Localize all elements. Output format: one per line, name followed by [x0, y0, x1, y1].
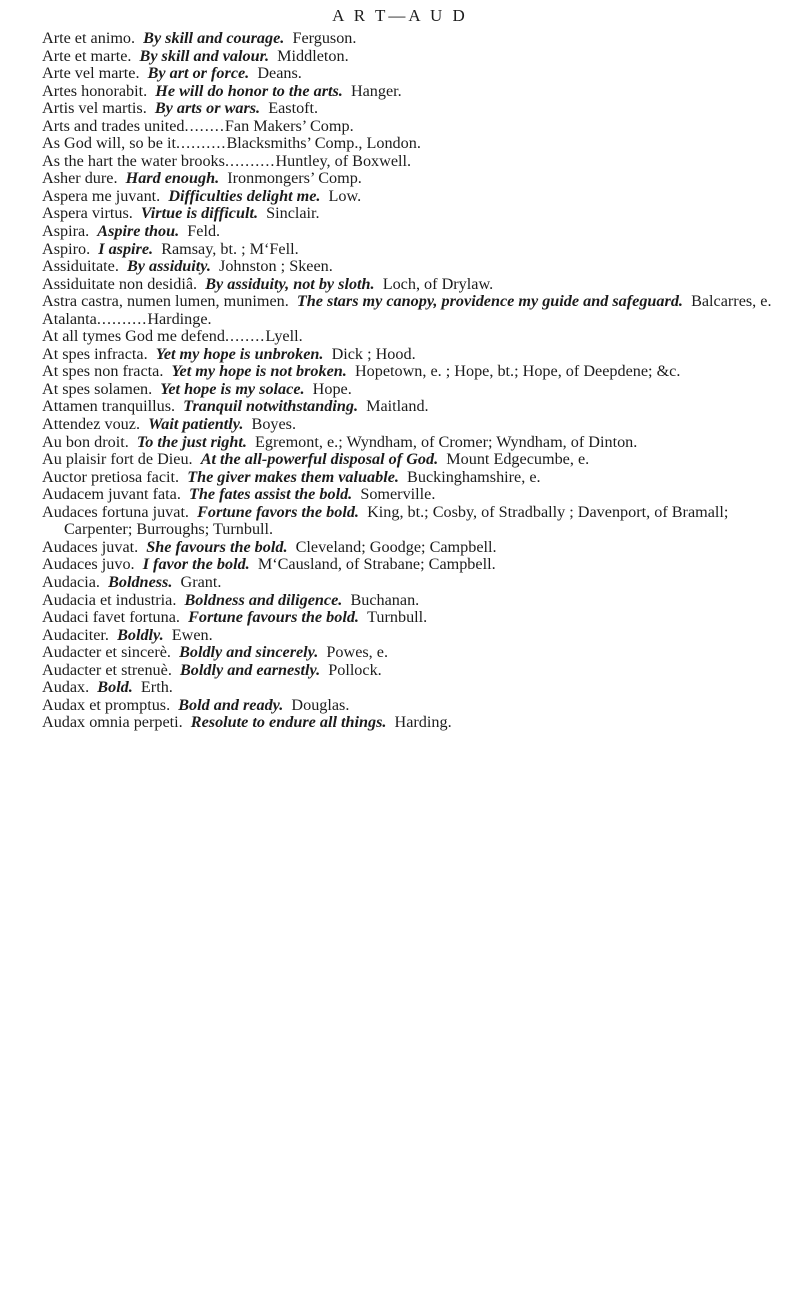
- motto-entry: [42, 100, 772, 118]
- motto-translation: By assiduity.: [126, 257, 211, 276]
- motto-translation: Resolute to endure all things.: [190, 713, 387, 732]
- motto-entry: [42, 30, 772, 48]
- motto-owners: Buckinghamshire, e.: [407, 467, 541, 486]
- motto-translation: She favours the bold.: [146, 537, 288, 556]
- motto-translation: Bold.: [97, 678, 133, 697]
- motto-entry: [42, 592, 772, 610]
- motto-entry: [42, 241, 772, 259]
- motto-owners: Feld.: [187, 222, 221, 241]
- motto-entry: [42, 609, 772, 627]
- motto-owners: Buchanan.: [350, 590, 420, 609]
- motto-latin: Au bon droit.: [42, 432, 129, 451]
- motto-owners: Sinclair.: [266, 204, 320, 223]
- motto-latin: At spes non fracta.: [42, 362, 164, 381]
- leader-dots: ........: [184, 116, 225, 135]
- motto-translation: To the just right.: [136, 432, 247, 451]
- motto-entry: [42, 293, 772, 311]
- motto-latin: Attamen tranquillus.: [42, 397, 176, 416]
- motto-owners: Ferguson.: [292, 29, 357, 47]
- motto-entry: [42, 205, 772, 223]
- motto-owners: Hope.: [312, 379, 352, 398]
- motto-entry: [42, 65, 772, 83]
- motto-translation: At the all-powerful disposal of God.: [200, 450, 439, 469]
- motto-translation: Bold and ready.: [178, 695, 284, 714]
- motto-owners: Boyes.: [251, 415, 297, 434]
- motto-latin: Audaces fortuna juvat.: [42, 502, 189, 521]
- motto-latin: Audacem juvant fata.: [42, 485, 181, 504]
- motto-translation: By arts or wars.: [154, 99, 261, 118]
- motto-entry: [42, 135, 772, 153]
- motto-owners: Blacksmiths’ Comp., London.: [226, 134, 421, 153]
- motto-translation: By skill and valour.: [139, 46, 270, 65]
- motto-entry: [42, 311, 772, 329]
- motto-owners: Turnbull.: [367, 608, 428, 627]
- motto-latin: As the hart the water brooks: [42, 151, 225, 170]
- motto-entry: [42, 679, 772, 697]
- motto-owners: Huntley, of Boxwell.: [275, 151, 412, 170]
- motto-entry: [42, 469, 772, 487]
- motto-translation: Aspire thou.: [97, 222, 180, 241]
- motto-latin: Audaci favet fortuna.: [42, 608, 180, 627]
- motto-owners: Dick ; Hood.: [331, 344, 416, 363]
- motto-owners: Powes, e.: [326, 643, 389, 662]
- motto-entry: [42, 451, 772, 469]
- motto-owners: Loch, of Drylaw.: [382, 274, 494, 293]
- motto-entry: [42, 153, 772, 171]
- motto-entry: [42, 48, 772, 66]
- motto-translation: I favor the bold.: [142, 555, 250, 574]
- motto-latin: Artis vel martis.: [42, 99, 147, 118]
- motto-latin: Aspera me juvant.: [42, 186, 161, 205]
- motto-translation: Yet hope is my solace.: [160, 379, 305, 398]
- motto-latin: Audax.: [42, 678, 90, 697]
- motto-entry: [42, 363, 772, 381]
- motto-entry: [42, 644, 772, 662]
- motto-entry: [42, 574, 772, 592]
- motto-entry: [42, 434, 772, 452]
- motto-entry: [42, 662, 772, 680]
- motto-entry: [42, 118, 772, 136]
- motto-owners: Ewen.: [171, 625, 213, 644]
- motto-owners: Ironmongers’ Comp.: [227, 169, 362, 188]
- motto-entry: [42, 276, 772, 294]
- motto-latin: Arte et animo.: [42, 29, 136, 47]
- motto-owners: Lyell.: [265, 327, 303, 346]
- motto-latin: Astra castra, numen lumen, munimen.: [42, 292, 289, 311]
- motto-translation: I aspire.: [98, 239, 154, 258]
- motto-latin: At all tymes God me defend: [42, 327, 225, 346]
- motto-owners: Douglas.: [291, 695, 350, 714]
- motto-entry: [42, 539, 772, 557]
- motto-translation: Boldness.: [108, 572, 173, 591]
- motto-translation: By art or force.: [147, 64, 250, 83]
- motto-latin: Audacter et sincerè.: [42, 643, 171, 662]
- motto-latin: As God will, so be it: [42, 134, 176, 153]
- motto-owners: Deans.: [257, 64, 302, 83]
- motto-owners: Grant.: [180, 572, 222, 591]
- motto-entry: [42, 170, 772, 188]
- motto-entry: [42, 697, 772, 715]
- leader-dots: ........: [224, 327, 266, 346]
- motto-owners: Hardinge.: [147, 309, 212, 328]
- motto-owners: Johnston ; Skeen.: [219, 257, 333, 276]
- motto-owners: Low.: [328, 186, 362, 205]
- motto-latin: Assiduitate non desidiâ.: [42, 274, 198, 293]
- motto-translation: Boldness and diligence.: [184, 590, 343, 609]
- motto-translation: Tranquil notwithstanding.: [183, 397, 359, 416]
- leader-dots: ..........: [176, 134, 227, 153]
- motto-translation: By assiduity, not by sloth.: [205, 274, 375, 293]
- motto-translation: Hard enough.: [125, 169, 220, 188]
- motto-owners: Egremont, e.; Wyndham, of Cromer; Wyndham, of Dinton.: [255, 432, 638, 451]
- motto-owners: Fan Makers’ Comp.: [224, 116, 354, 135]
- motto-translation: By skill and courage.: [143, 29, 285, 47]
- motto-latin: Audacia et industria.: [42, 590, 177, 609]
- motto-translation: The giver makes them valuable.: [187, 467, 399, 486]
- motto-entry: [42, 346, 772, 364]
- motto-latin: Asher dure.: [42, 169, 118, 188]
- motto-latin: Aspiro.: [42, 239, 91, 258]
- motto-translation: Virtue is difficult.: [140, 204, 258, 223]
- motto-owners: Hopetown, e. ; Hope, bt.; Hope, of Deepdene; &c.: [354, 362, 681, 381]
- motto-latin: Atalanta: [42, 309, 97, 328]
- motto-entry: [42, 486, 772, 504]
- motto-translation: Difficulties delight me.: [168, 186, 321, 205]
- motto-latin: Audaciter.: [42, 625, 109, 644]
- motto-latin: Arts and trades united: [42, 116, 185, 135]
- motto-translation: Boldly and earnestly.: [179, 660, 321, 679]
- running-header: A R T—A U D: [332, 6, 468, 25]
- motto-translation: The fates assist the bold.: [188, 485, 353, 504]
- motto-entry: [42, 627, 772, 645]
- motto-owners: Cleveland; Goodge; Campbell.: [295, 537, 497, 556]
- motto-latin: Au plaisir fort de Dieu.: [42, 450, 193, 469]
- motto-translation: Wait patiently.: [148, 415, 244, 434]
- motto-owners: Pollock.: [328, 660, 382, 679]
- motto-latin: Attendez vouz.: [42, 415, 140, 434]
- motto-latin: Assiduitate.: [42, 257, 119, 276]
- motto-latin: Arte vel marte.: [42, 64, 140, 83]
- motto-entry: [42, 504, 772, 539]
- motto-entry: [42, 714, 772, 732]
- motto-translation: Yet my hope is unbroken.: [155, 344, 324, 363]
- motto-entry: [42, 83, 772, 101]
- motto-owners: Ramsay, bt. ; M‘Fell.: [161, 239, 299, 258]
- motto-entry: [42, 381, 772, 399]
- motto-translation: Fortune favours the bold.: [188, 608, 359, 627]
- motto-owners: King, bt.; Cosby, of Stradbally ; Davenport, of Bramall; Carpenter; Burroughs; Turnbull.: [64, 502, 729, 539]
- motto-latin: Aspira.: [42, 222, 90, 241]
- motto-latin: Auctor pretiosa facit.: [42, 467, 180, 486]
- motto-owners: Middleton.: [277, 46, 349, 65]
- motto-latin: Audacter et strenuè.: [42, 660, 172, 679]
- motto-latin: Audax et promptus.: [42, 695, 171, 714]
- motto-owners: Maitland.: [366, 397, 429, 416]
- motto-translation: He will do honor to the arts.: [155, 81, 343, 100]
- motto-latin: Aspera virtus.: [42, 204, 133, 223]
- motto-owners: M‘Causland, of Strabane; Campbell.: [257, 555, 496, 574]
- motto-owners: Eastoft.: [268, 99, 319, 118]
- motto-translation: The stars my canopy, providence my guide and safeguard.: [296, 292, 683, 311]
- motto-translation: Boldly.: [117, 625, 164, 644]
- motto-translation: Boldly and sincerely.: [179, 643, 319, 662]
- motto-translation: Fortune favors the bold.: [197, 502, 359, 521]
- motto-latin: Audaces juvat.: [42, 537, 139, 556]
- motto-list: [42, 30, 772, 732]
- motto-entry: [42, 398, 772, 416]
- motto-owners: Mount Edgecumbe, e.: [446, 450, 590, 469]
- motto-entry: [42, 328, 772, 346]
- motto-owners: Erth.: [140, 678, 173, 697]
- leader-dots: ..........: [224, 151, 276, 170]
- motto-entry: [42, 258, 772, 276]
- motto-entry: [42, 556, 772, 574]
- motto-entry: [42, 223, 772, 241]
- motto-latin: At spes infracta.: [42, 344, 148, 363]
- motto-latin: Audacia.: [42, 572, 100, 591]
- motto-translation: Yet my hope is not broken.: [171, 362, 347, 381]
- motto-latin: Arte et marte.: [42, 46, 132, 65]
- motto-owners: Balcarres, e.: [691, 292, 772, 311]
- motto-entry: [42, 188, 772, 206]
- motto-owners: Somerville.: [360, 485, 436, 504]
- leader-dots: ..........: [96, 309, 148, 328]
- motto-latin: Audax omnia perpeti.: [42, 713, 183, 732]
- motto-latin: Artes honorabit.: [42, 81, 148, 100]
- motto-owners: Hanger.: [350, 81, 402, 100]
- motto-entry: [42, 416, 772, 434]
- motto-latin: At spes solamen.: [42, 379, 153, 398]
- motto-latin: Audaces juvo.: [42, 555, 135, 574]
- motto-owners: Harding.: [394, 713, 452, 732]
